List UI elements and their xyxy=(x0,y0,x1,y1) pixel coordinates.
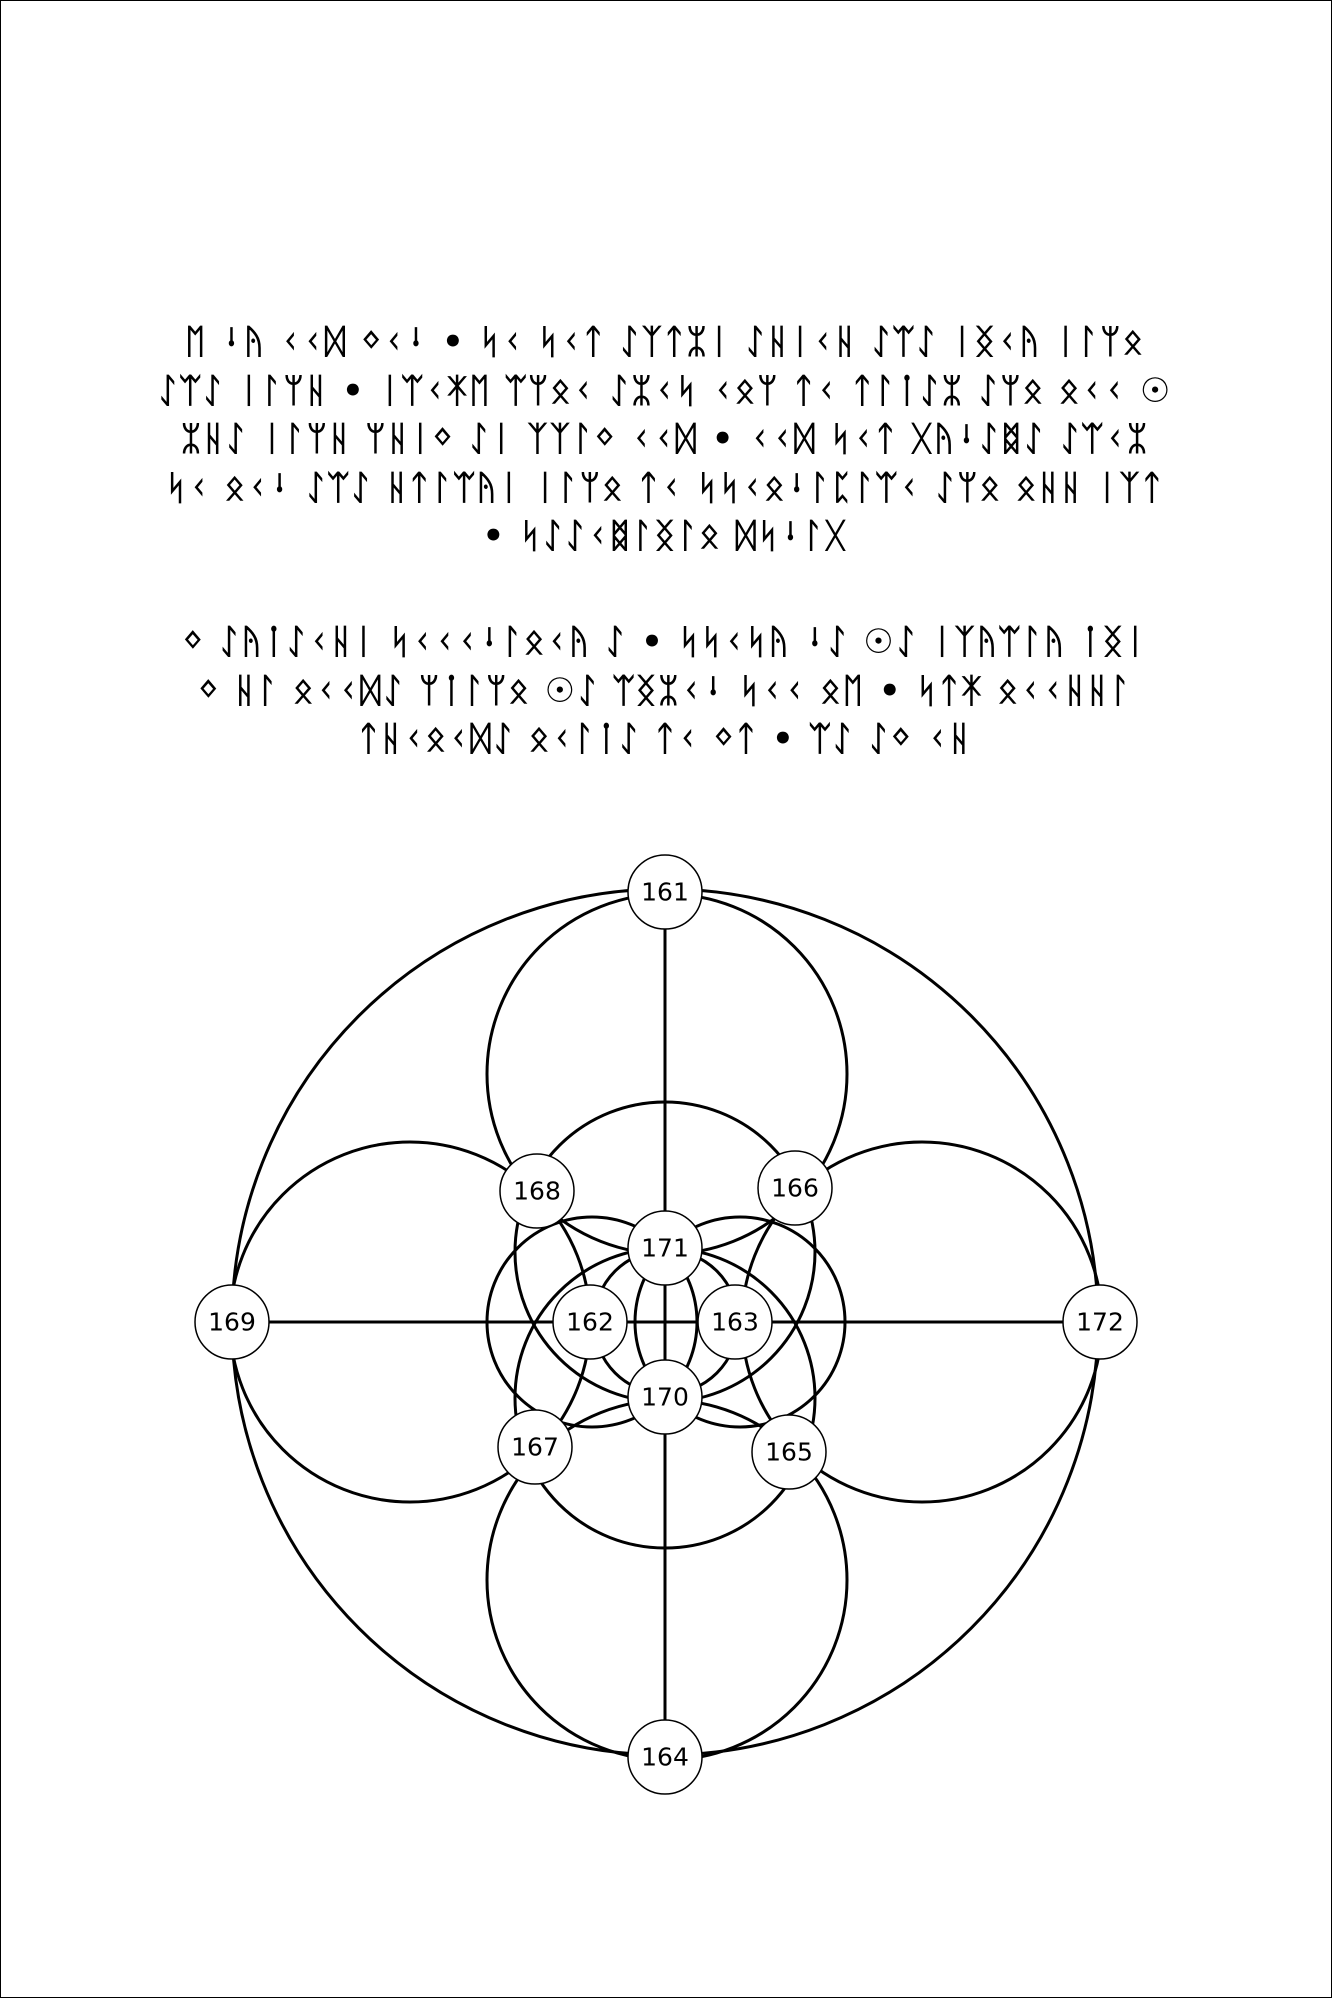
text-line: ᛏᚺᚲᛟᚲᛞᛇ ᛟᚲᛚᛙᛇ ᛏᚲ ᛜᛏ • ᛠᛇ ᛇᛜ ᚲᚺ xyxy=(358,719,972,759)
node-172 xyxy=(1063,1285,1137,1359)
node-label: 164 xyxy=(641,1742,689,1772)
text-line: ᛇᛠᛇ ᛁᛚᛘᚺ • ᛁᛠᚲᛡᛖ ᛠᛘᛟᚲ ᛇᛯᚲᛋ ᚲᛟᛘ ᛏᚲ ᛏᛚᛙᛇᛯ ᛇᛘᛟ ᛟᚲᚲ ☉ xyxy=(157,370,1173,411)
node-170 xyxy=(628,1360,702,1434)
node-label: 166 xyxy=(771,1173,819,1203)
node-label: 172 xyxy=(1076,1307,1124,1337)
node-166 xyxy=(758,1151,832,1225)
text-line: ᛜ ᛇᚤᛙᛇᚲᚺᛁ ᛋᚲᚲᚲᛍᛚᛟᚲᚤ ᛇ • ᛋᛋᚲᛋᚤ ᛍᛇ ☉ᛇ ᛁᛉᚤᛠᛚᚤ ᛙᛝᛁ xyxy=(182,622,1148,662)
node-162 xyxy=(553,1285,627,1359)
node-165 xyxy=(752,1415,826,1489)
node-169 xyxy=(195,1285,269,1359)
node-label: 168 xyxy=(513,1176,561,1206)
node-label: 165 xyxy=(765,1437,813,1467)
node-161 xyxy=(628,855,702,929)
node-164 xyxy=(628,1720,702,1794)
node-label: 171 xyxy=(641,1233,689,1263)
text-line: ᛜ ᚺᛚ ᛟᚲᚲᛞᛇ ᛘᛙᛚᛘᛟ ☉ᛇ ᛠᛝᛯᚲᛍ ᛋᚲᚲ ᛟᛖ • ᛋᛏᛡ ᛟᚲᚲᚺᚺᛚ xyxy=(198,670,1132,711)
text-line: ᛯᚺᛇ ᛁᛚᛘᚺ ᛘᚺᛁᛜ ᛇᛁ ᛉᛉᛚᛜ ᚲᚲᛞ • ᚲᚲᛞ ᛋᚲᛏ ᚷᚤᛍᛇᛥᛇ ᛇᛠᚲᛯ xyxy=(180,419,1150,459)
node-label: 163 xyxy=(711,1307,759,1337)
node-167 xyxy=(498,1410,572,1484)
node-label: 170 xyxy=(641,1382,689,1412)
node-label: 161 xyxy=(641,877,689,907)
node-168 xyxy=(500,1154,574,1228)
node-label: 162 xyxy=(566,1307,614,1337)
text-line: ᛋᚲ ᛟᚲᛍ ᛇᛠᛇ ᚺᛏᛚᛠᚤᛁ ᛁᛚᛘᛟ ᛏᚲ ᛋᛋᚲᛟᛍᛚᛈᛚᛠᚲ ᛇᛘᛟ ᛟᚺᚺ ᛁᛉᛏ xyxy=(165,467,1165,508)
text-line: ᛖ ᛍᚤ ᚲᚲᛞ ᛜᚲᛍ • ᛋᚲ ᛋᚲᛏ ᛇᛉᛏᛯᛁ ᛇᚺᛁᚲᚺ ᛇᛠᛇ ᛁᛝᚲᚤ ᛁᛚᛘᛟ xyxy=(185,322,1145,362)
node-label: 167 xyxy=(511,1432,559,1462)
text-line: • ᛋᛇᛇᚲᛥᛚᛝᛚᛟ ᛞᛋᛍᛚᚷ xyxy=(482,516,848,556)
node-171 xyxy=(628,1211,702,1285)
node-label: 169 xyxy=(208,1307,256,1337)
node-163 xyxy=(698,1285,772,1359)
